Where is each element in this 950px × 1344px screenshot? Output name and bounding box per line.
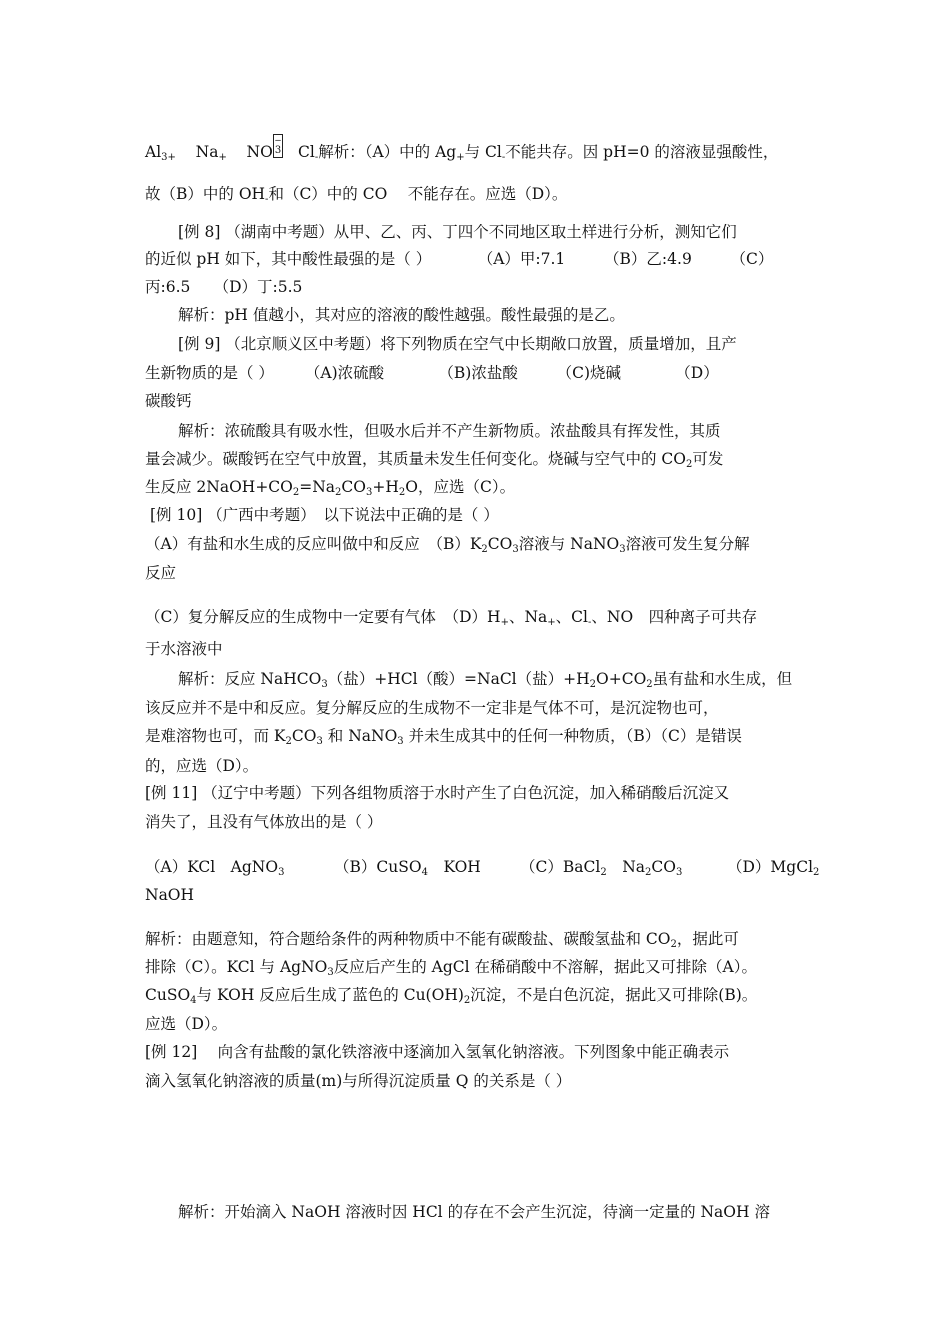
example-9-answer-1: 解析：浓硫酸具有吸水性，但吸水后并不产生新物质。浓盐酸具有挥发性，其质: [178, 422, 721, 440]
example-11-option-b: （B）CuSO$_4$ KOH: [334, 858, 481, 878]
example-12-line-1: [例 12] 向含有盐酸的氯化铁溶液中逐滴加入氢氧化钠溶液。下列图象中能正确表示: [145, 1043, 730, 1061]
example-8-line-3: 丙:6.5 （D）丁:5.5: [145, 278, 303, 296]
example-11-answer-4: 应选（D）。: [145, 1015, 228, 1033]
answer-line: 故（B）中的 $OH_-$和（C）中的 CO 不能存在。应选（D）。: [145, 185, 568, 205]
example-9-line-3: 碳酸钙: [145, 392, 192, 410]
example-10-line-5: 于水溶液中: [145, 640, 223, 658]
example-10-line-1: [例 10] （广西中考题） 以下说法中正确的是（ ）: [150, 506, 499, 524]
example-8-line-2: 的近似 pH 如下，其中酸性最强的是（ ） （A）甲:7.1 （B）乙:4.9 （C）: [145, 250, 774, 268]
example-12-answer-1: 解析：开始滴入 NaOH 溶液时因 HCl 的存在不会产生沉淀，待滴一定量的 NaOH 溶: [178, 1203, 770, 1221]
example-12-line-2: 滴入氢氧化钠溶液的质量(m)与所得沉淀质量 Q 的关系是（ ）: [145, 1072, 572, 1090]
example-10-answer-1: 解析：反应 NaHCO$_3$（盐）+HCl（酸）=NaCl（盐）$+H_2O+CO_2$虽有盐和水生成，但: [178, 670, 793, 690]
example-10-answer-4: 的，应选（D）。: [145, 757, 259, 775]
example-10-line-2: （A）有盐和水生成的反应叫做中和反应 $(B)K_2CO_3$溶液与 NaNO$_3$溶液可发生复分解: [145, 535, 750, 555]
example-11-option-c: （C）BaCl$_2$ $Na_2CO_3$: [520, 858, 683, 878]
example-8-answer: 解析：pH 值越小，其对应的溶液的酸性越强。酸性最强的是乙。: [178, 306, 625, 324]
example-11-line-4: NaOH: [145, 886, 195, 904]
example-11-answer-2: 排除（C）。KCl 与 AgNO$_3$反应后产生的 AgCl 在稀硝酸中不溶解，据此又可排除（A）。: [145, 958, 757, 978]
example-11-line-2: 消失了，且没有气体放出的是（ ）: [145, 813, 383, 831]
example-10-answer-2: 该反应并不是中和反应。复分解反应的生成物不一定非是气体不可，是沉淀物也可，: [145, 699, 719, 717]
example-9-line-1: [例 9] （北京顺义区中考题）将下列物质在空气中长期敞口放置，质量增加，且产: [178, 335, 737, 353]
example-10-line-4: （C）复分解反应的生成物中一定要有气体 $(D)H_+$、$Na_+$、$Cl_-$、NO 四种离子可共存: [145, 608, 758, 628]
example-11-line-1: [例 11] （辽宁中考题）下列各组物质溶于水时产生了白色沉淀，加入稀硝酸后沉淀又: [145, 784, 730, 802]
example-11-option-d: （D）MgCl$_2$: [727, 858, 820, 878]
example-9-line-2: 生新物质的是（ ） （A)浓硫酸 （B)浓盐酸 （C)烧碱 （D）: [145, 364, 719, 382]
example-11-answer-1: 解析：由题意知，符合题给条件的两种物质中不能有碳酸盐、碳酸氢盐和 $CO_2$，据此可: [145, 930, 739, 950]
example-9-answer-3: 生反应 $2NaOH+CO_2=Na_2CO_3+H_2O$，应选（C）。: [145, 478, 516, 498]
ions-line: $Al_{3+}$ $Na_+$ NO‒ 3 $Cl_-$解析：（A）中的 $Ag_+$与 $Cl_-$不能共存。因 pH=0 的溶液显强酸性，: [145, 135, 779, 163]
example-9-answer-2: 量会减少。碳酸钙在空气中放置，其质量未发生任何变化。烧碱与空气中的 $CO_2$可发: [145, 450, 724, 470]
example-10-line-3: 反应: [145, 564, 177, 582]
nitrate-charge-box: ‒ 3: [274, 135, 282, 156]
example-8-line-1: [例 8] （湖南中考题）从甲、乙、丙、丁四个不同地区取土样进行分析，测知它们: [178, 223, 737, 241]
example-11-answer-3: CuSO$_4$与 KOH 反应后生成了蓝色的 $Cu(OH)_2$沉淀，不是白色沉淀，据此又可排除(B)。: [145, 986, 758, 1006]
example-10-answer-3: 是难溶物也可，而 $K_2CO_3$ 和 NaNO$_3$ 并未生成其中的任何一种物质，（B）（C）是错误: [145, 727, 742, 747]
example-11-option-a: （A）KCl AgNO$_3$: [145, 858, 285, 878]
